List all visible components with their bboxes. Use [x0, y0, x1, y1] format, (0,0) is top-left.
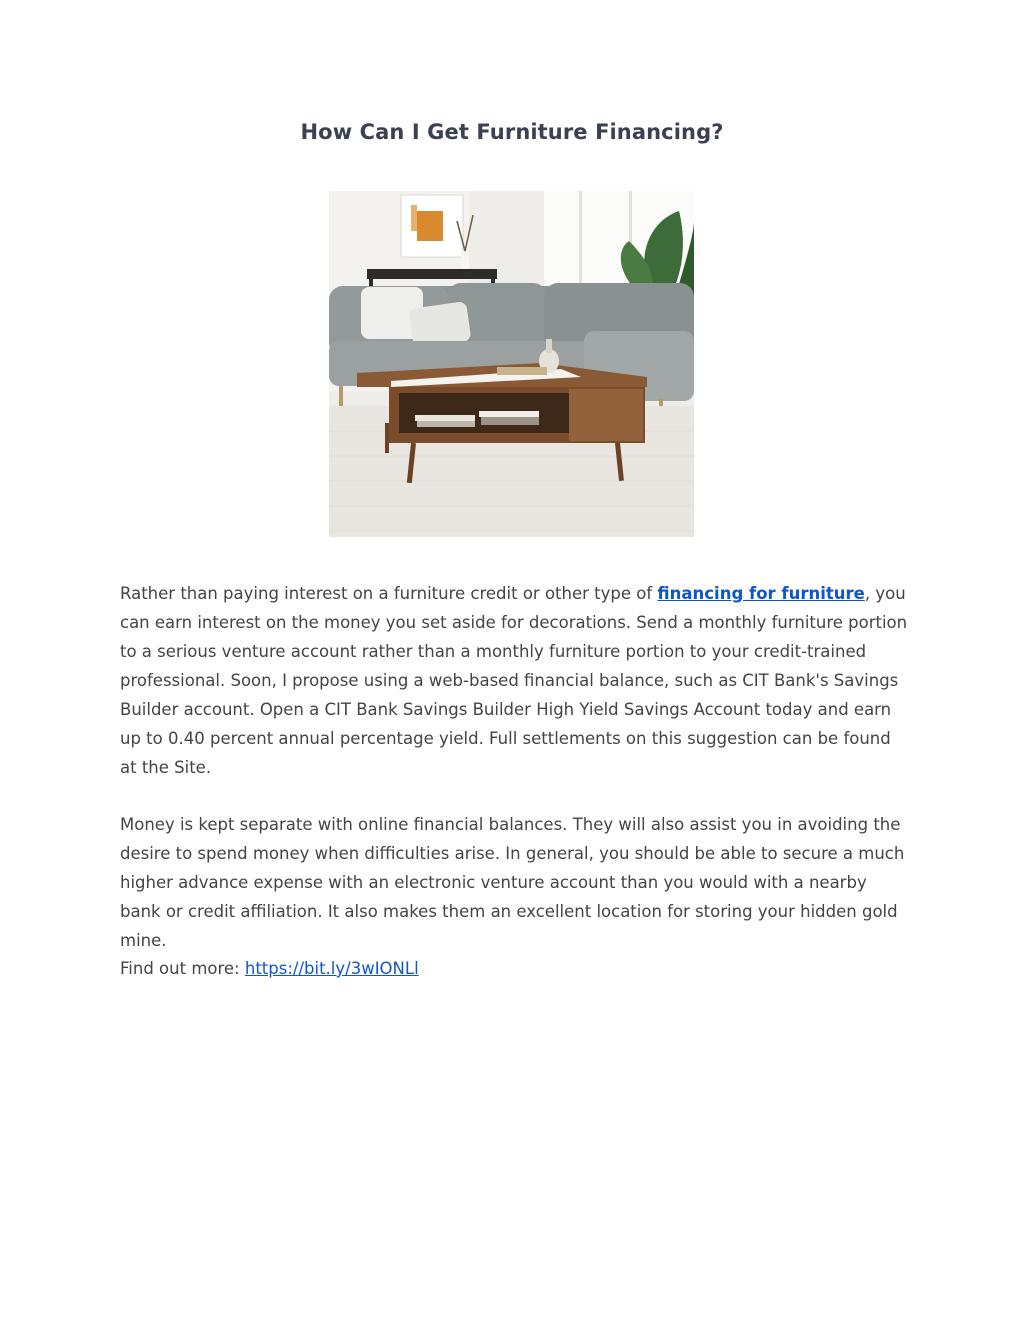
find-out-more-label: Find out more: [120, 959, 245, 978]
paragraph-intro-text-end: , you can earn interest on the money you set aside for decorations. Send a monthly furniture portion to a serious venture account rather than a monthly furniture portion to your credit-trained professional. Soon, I propose using a web-based financial balance, such as CIT Bank's Savings Builder account. Open a CIT Bank Savings Builder High Yield Savings Account today and earn up to 0.40 percent annual percentage yield. Full settlements on this suggestion can be found at the Site. [120, 584, 908, 777]
paragraph-intro-text-start: Rather than paying interest on a furniture credit or other type of [120, 584, 658, 603]
furniture-photo [329, 191, 694, 537]
page-title: How Can I Get Furniture Financing? [300, 120, 724, 144]
paragraph-intro [120, 579, 910, 782]
short-url-link[interactable]: https://bit.ly/3wIONLl [244, 959, 419, 978]
find-out-more [120, 954, 910, 983]
paragraph-online-balances [120, 810, 910, 955]
paragraph-online-balances-text: Money is kept separate with online financial balances. They will also assist you in avoiding the desire to spend money when difficulties arise. In general, you should be able to secure a much higher advance expense with an electronic venture account than you would with a nearby bank or credit affiliation. It also makes them an excellent location for storing your hidden gold mine. [120, 815, 905, 950]
financing-for-furniture-link[interactable]: financing for furniture [657, 584, 865, 603]
